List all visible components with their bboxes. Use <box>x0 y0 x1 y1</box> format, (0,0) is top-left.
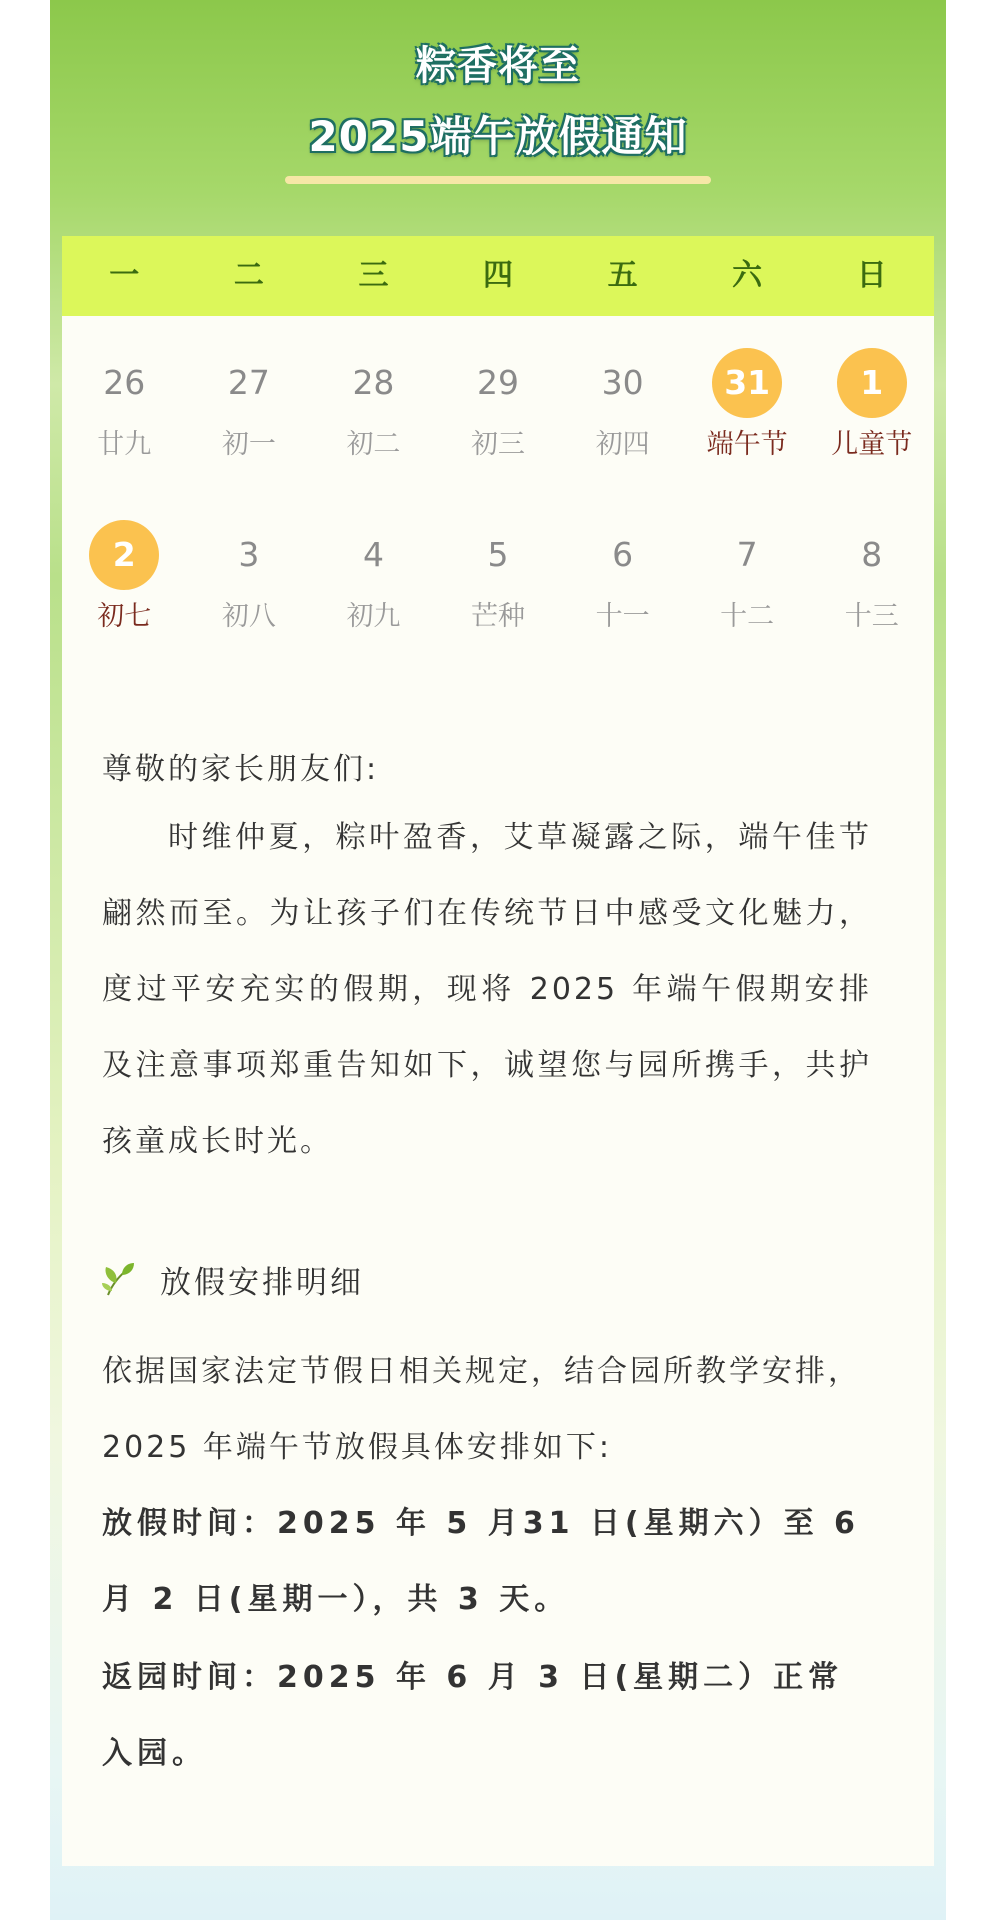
greeting: 尊敬的家长朋友们: <box>102 752 380 787</box>
calendar-day <box>187 520 312 650</box>
section-heading <box>102 1257 364 1302</box>
day-number: 1 <box>837 348 907 418</box>
intro-paragraph: 时维仲夏，粽叶盈香，艾草凝露之际，端午佳节翩然而至。为让孩子们在传统节日中感受文化魅力，度过平安充实的假期，现将 2025 年端午假期安排及注意事项郑重告知如下，诚望您与园所携手，共护孩童成长时光。 <box>102 820 872 1159</box>
calendar-day <box>809 520 934 650</box>
calendar-row-1 <box>62 348 934 478</box>
day-number: 3 <box>238 535 260 574</box>
day-number: 5 <box>487 535 509 574</box>
calendar-day <box>187 348 312 478</box>
title-line-1: 粽香将至 <box>416 43 580 89</box>
calendar-day <box>311 348 436 478</box>
calendar-row-2 <box>62 520 934 650</box>
notice-poster <box>50 0 946 1920</box>
lunar-date: 初三 <box>471 429 526 460</box>
holiday-time: 放假时间：2025 年 5 月31 日(星期六）至 6 月 2 日(星期一），共 3 天。 <box>102 1506 860 1617</box>
lunar-date: 十三 <box>844 601 899 632</box>
calendar-day <box>685 520 810 650</box>
weekday-sun: 日 <box>856 258 887 293</box>
calendar-day <box>62 520 187 650</box>
weekday-sat: 六 <box>732 258 763 293</box>
basis-paragraph: 依据国家法定节假日相关规定，结合园所教学安排，2025 年端午节放假具体安排如下: <box>102 1354 861 1465</box>
day-number: 30 <box>601 363 644 402</box>
lunar-date: 初七 <box>97 601 152 632</box>
day-number: 4 <box>362 535 384 574</box>
weekday-tue: 二 <box>233 258 264 293</box>
lunar-date: 廿九 <box>97 429 152 460</box>
lunar-date: 初四 <box>595 429 650 460</box>
day-number: 26 <box>103 363 146 402</box>
lunar-date: 十一 <box>595 601 650 632</box>
calendar-day <box>436 520 561 650</box>
lunar-date: 芒种 <box>471 601 526 632</box>
calendar-day <box>62 348 187 478</box>
day-number: 2 <box>89 520 159 590</box>
weekday-wed: 三 <box>358 258 389 293</box>
day-number: 28 <box>352 363 395 402</box>
day-number: 8 <box>861 535 883 574</box>
weekday-mon: 一 <box>109 258 140 293</box>
day-number: 29 <box>477 363 520 402</box>
calendar-day <box>311 520 436 650</box>
day-number: 27 <box>227 363 270 402</box>
calendar-day <box>560 520 685 650</box>
weekday-bar <box>62 236 934 316</box>
lunar-date: 初九 <box>346 601 401 632</box>
lunar-date: 初二 <box>346 429 401 460</box>
calendar-day <box>809 348 934 478</box>
calendar-day <box>436 348 561 478</box>
calendar-day <box>685 348 810 478</box>
return-time: 返园时间：2025 年 6 月 3 日(星期二）正常入园。 <box>102 1660 844 1771</box>
lunar-date: 初八 <box>221 601 276 632</box>
calendar-day <box>560 348 685 478</box>
section-title: 放假安排明细 <box>160 1265 364 1301</box>
title-underline <box>285 176 711 184</box>
title-line-2: 2025端午放假通知 <box>308 112 688 161</box>
lunar-date: 初一 <box>221 429 276 460</box>
day-number: 31 <box>712 348 782 418</box>
lunar-date: 端午节 <box>706 429 788 460</box>
header <box>50 0 946 230</box>
weekday-fri: 五 <box>607 258 638 293</box>
leaf-icon <box>102 1261 136 1299</box>
day-number: 6 <box>612 535 634 574</box>
lunar-date: 十二 <box>720 601 775 632</box>
day-number: 7 <box>736 535 758 574</box>
lunar-date: 儿童节 <box>831 429 913 460</box>
weekday-thu: 四 <box>483 258 514 293</box>
